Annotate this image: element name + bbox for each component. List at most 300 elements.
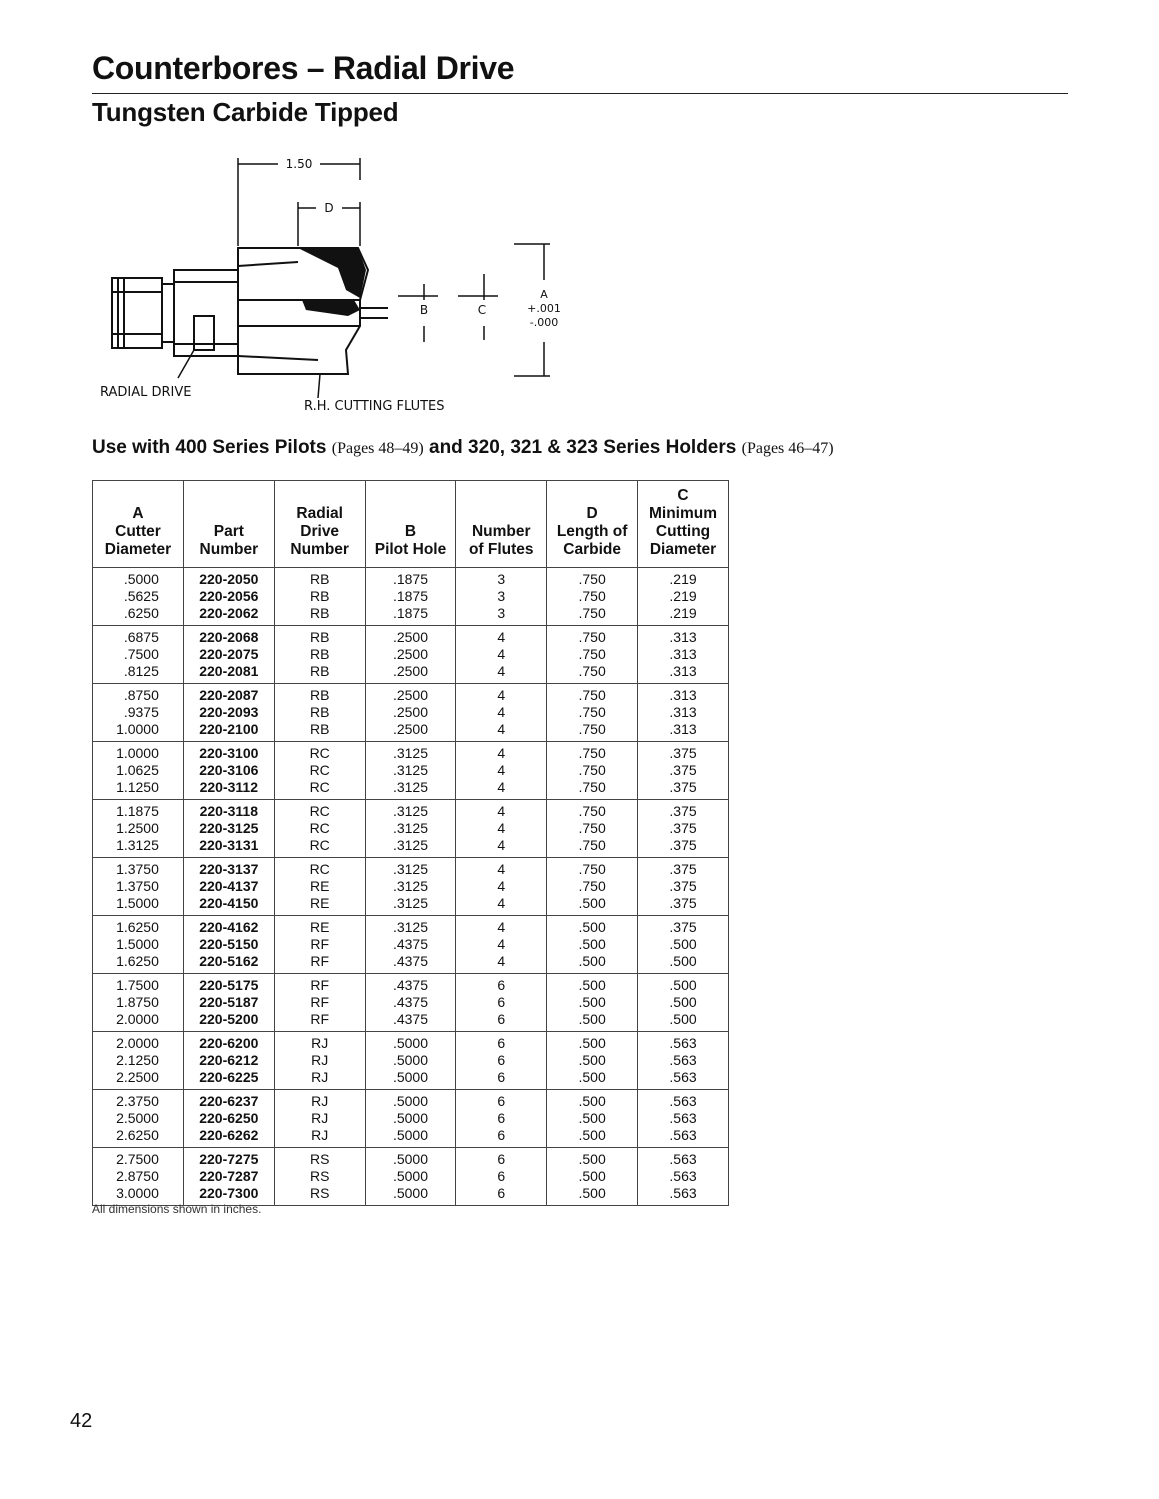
part-number-value: 220-3118 <box>199 803 259 819</box>
number-of-flutes-value: 6 <box>497 977 506 993</box>
number-of-flutes-value: 4 <box>497 687 506 703</box>
min-cutting-diameter-value: .563 <box>669 1185 697 1201</box>
cutter-diameter-value: 2.6250 <box>116 1127 159 1143</box>
min-cutting-diameter-value: .563 <box>669 1151 697 1167</box>
cell-min-cutting-diameter <box>638 684 729 742</box>
table-row-group <box>93 684 729 742</box>
cutter-diameter-value: 2.2500 <box>116 1069 159 1085</box>
carbide-length-value: .500 <box>578 895 606 911</box>
carbide-length-value: .500 <box>578 953 606 969</box>
number-of-flutes-value: 4 <box>497 936 506 952</box>
radial-drive-number-value: RJ <box>311 1110 329 1126</box>
carbide-length-value: .500 <box>578 936 606 952</box>
radial-drive-number-value: RB <box>309 571 330 587</box>
header-line: C <box>677 487 689 504</box>
part-number-value: 220-4162 <box>199 919 259 935</box>
number-of-flutes-value: 6 <box>497 1168 506 1184</box>
radial-drive-number-value: RF <box>310 977 330 993</box>
min-cutting-diameter-value: .375 <box>669 895 697 911</box>
cell-part-number <box>183 1090 274 1148</box>
number-of-flutes-value: 4 <box>497 803 506 819</box>
min-cutting-diameter-value: .375 <box>669 919 697 935</box>
part-number-value: 220-7275 <box>199 1151 259 1167</box>
carbide-length-value: .750 <box>578 687 606 703</box>
cell-number-of-flutes <box>456 684 547 742</box>
part-number-value: 220-6200 <box>199 1035 259 1051</box>
label-cutting-flutes: R.H. CUTTING FLUTES <box>304 399 445 414</box>
min-cutting-diameter-value: .563 <box>669 1069 697 1085</box>
part-number-value: 220-5187 <box>199 994 259 1010</box>
cell-radial-drive-number <box>274 916 365 974</box>
cell-cutter-diameter <box>93 626 184 684</box>
cell-pilot-hole <box>365 974 456 1032</box>
part-number-value: 220-7300 <box>199 1185 259 1201</box>
pilot-hole-value: .5000 <box>392 1151 428 1167</box>
cell-pilot-hole <box>365 858 456 916</box>
pilot-hole-value: .4375 <box>392 994 428 1010</box>
usage-note <box>92 437 834 459</box>
min-cutting-diameter-value: .563 <box>669 1052 697 1068</box>
min-cutting-diameter-value: .313 <box>669 704 697 720</box>
min-cutting-diameter-value: .375 <box>669 878 697 894</box>
table-row-group <box>93 742 729 800</box>
cutter-diameter-value: 1.0625 <box>116 762 159 778</box>
cell-cutter-diameter <box>93 800 184 858</box>
number-of-flutes-value: 4 <box>497 663 506 679</box>
header-radial-drive-number <box>274 481 365 568</box>
cell-carbide-length <box>547 626 638 684</box>
carbide-length-value: .750 <box>578 721 606 737</box>
cutter-diameter-value: 1.3125 <box>116 837 159 853</box>
cell-pilot-hole <box>365 568 456 626</box>
radial-drive-number-value: RB <box>309 687 330 703</box>
number-of-flutes-value: 4 <box>497 721 506 737</box>
cutter-diameter-value: 1.6250 <box>116 953 159 969</box>
number-of-flutes-value: 4 <box>497 919 506 935</box>
header-pilot-hole <box>365 481 456 568</box>
min-cutting-diameter-value: .500 <box>669 936 697 952</box>
pilot-hole-value: .3125 <box>392 779 428 795</box>
cell-cutter-diameter <box>93 1090 184 1148</box>
table-row-group <box>93 974 729 1032</box>
pilot-hole-value: .5000 <box>392 1052 428 1068</box>
carbide-length-value: .750 <box>578 605 606 621</box>
carbide-length-value: .750 <box>578 704 606 720</box>
cutter-diameter-value: .7500 <box>123 646 159 662</box>
part-number-value: 220-2056 <box>199 588 259 604</box>
carbide-length-value: .500 <box>578 1151 606 1167</box>
header-line: Length of <box>556 523 628 540</box>
part-number-value: 220-6237 <box>199 1093 259 1109</box>
cell-carbide-length <box>547 1032 638 1090</box>
cutter-diameter-value: 2.8750 <box>116 1168 159 1184</box>
cutter-diameter-value: 1.0000 <box>116 745 159 761</box>
number-of-flutes-value: 4 <box>497 837 506 853</box>
part-number-value: 220-3137 <box>199 861 259 877</box>
number-of-flutes-value: 6 <box>497 1110 506 1126</box>
number-of-flutes-value: 6 <box>497 1093 506 1109</box>
cell-radial-drive-number <box>274 568 365 626</box>
pilot-hole-value: .2500 <box>392 629 428 645</box>
cell-carbide-length <box>547 684 638 742</box>
cutter-diameter-value: .9375 <box>123 704 159 720</box>
cutter-diameter-value: 1.6250 <box>116 919 159 935</box>
cell-pilot-hole <box>365 916 456 974</box>
pilot-hole-value: .3125 <box>392 762 428 778</box>
number-of-flutes-value: 4 <box>497 878 506 894</box>
header-line: Number <box>471 523 531 540</box>
cutter-diameter-value: 1.5000 <box>116 895 159 911</box>
part-number-value: 220-7287 <box>199 1168 259 1184</box>
cell-part-number <box>183 742 274 800</box>
header-line: B <box>404 523 417 540</box>
cutter-diameter-value: 1.1250 <box>116 779 159 795</box>
cell-number-of-flutes <box>456 1148 547 1206</box>
header-line: D <box>586 505 598 522</box>
cell-part-number <box>183 916 274 974</box>
min-cutting-diameter-value: .563 <box>669 1110 697 1126</box>
header-line: Number <box>199 541 259 558</box>
usage-pilots: Use with 400 Series Pilots <box>92 437 327 458</box>
cell-part-number <box>183 626 274 684</box>
number-of-flutes-value: 4 <box>497 895 506 911</box>
cell-carbide-length <box>547 568 638 626</box>
part-number-value: 220-2050 <box>199 571 259 587</box>
radial-drive-number-value: RS <box>309 1168 330 1184</box>
pilot-hole-value: .3125 <box>392 803 428 819</box>
pilot-hole-value: .5000 <box>392 1127 428 1143</box>
pilot-hole-value: .3125 <box>392 895 428 911</box>
radial-drive-number-value: RE <box>309 878 330 894</box>
cell-radial-drive-number <box>274 1148 365 1206</box>
dim-d-label: D <box>324 201 334 215</box>
min-cutting-diameter-value: .500 <box>669 953 697 969</box>
carbide-length-value: .500 <box>578 994 606 1010</box>
number-of-flutes-value: 4 <box>497 861 506 877</box>
pilot-hole-value: .5000 <box>392 1069 428 1085</box>
number-of-flutes-value: 4 <box>497 646 506 662</box>
cell-number-of-flutes <box>456 742 547 800</box>
radial-drive-number-value: RS <box>309 1151 330 1167</box>
cell-cutter-diameter <box>93 974 184 1032</box>
cell-radial-drive-number <box>274 626 365 684</box>
min-cutting-diameter-value: .563 <box>669 1093 697 1109</box>
cutter-diameter-value: 1.1875 <box>116 803 159 819</box>
min-cutting-diameter-value: .375 <box>669 820 697 836</box>
table-row-group <box>93 1090 729 1148</box>
cell-min-cutting-diameter <box>638 974 729 1032</box>
min-cutting-diameter-value: .375 <box>669 779 697 795</box>
min-cutting-diameter-value: .375 <box>669 762 697 778</box>
cutter-diameter-value: 1.5000 <box>116 936 159 952</box>
number-of-flutes-value: 6 <box>497 1011 506 1027</box>
pilot-hole-value: .3125 <box>392 861 428 877</box>
carbide-length-value: .750 <box>578 762 606 778</box>
page-subtitle: Tungsten Carbide Tipped <box>92 97 399 127</box>
carbide-length-value: .500 <box>578 1185 606 1201</box>
number-of-flutes-value: 6 <box>497 1035 506 1051</box>
cell-cutter-diameter <box>93 684 184 742</box>
pilot-hole-value: .2500 <box>392 646 428 662</box>
pilot-hole-value: .4375 <box>392 953 428 969</box>
min-cutting-diameter-value: .375 <box>669 861 697 877</box>
radial-drive-number-value: RF <box>310 936 330 952</box>
min-cutting-diameter-value: .313 <box>669 646 697 662</box>
part-number-value: 220-2087 <box>199 687 259 703</box>
cell-part-number <box>183 858 274 916</box>
number-of-flutes-value: 4 <box>497 629 506 645</box>
radial-drive-number-value: RC <box>309 762 330 778</box>
min-cutting-diameter-value: .313 <box>669 721 697 737</box>
cell-min-cutting-diameter <box>638 916 729 974</box>
radial-drive-number-value: RC <box>309 861 330 877</box>
carbide-length-value: .750 <box>578 588 606 604</box>
cell-min-cutting-diameter <box>638 1090 729 1148</box>
table-header-row <box>93 481 729 568</box>
number-of-flutes-value: 4 <box>497 704 506 720</box>
number-of-flutes-value: 6 <box>497 1052 506 1068</box>
cutter-diameter-value: .6250 <box>123 605 159 621</box>
cutter-diameter-value: 3.0000 <box>116 1185 159 1201</box>
carbide-length-value: .500 <box>578 1069 606 1085</box>
cell-number-of-flutes <box>456 626 547 684</box>
carbide-length-value: .500 <box>578 977 606 993</box>
number-of-flutes-value: 6 <box>497 1151 506 1167</box>
pilot-hole-value: .5000 <box>392 1168 428 1184</box>
min-cutting-diameter-value: .500 <box>669 1011 697 1027</box>
min-cutting-diameter-value: .563 <box>669 1035 697 1051</box>
cell-part-number <box>183 684 274 742</box>
radial-drive-number-value: RB <box>309 646 330 662</box>
number-of-flutes-value: 4 <box>497 820 506 836</box>
min-cutting-diameter-value: .500 <box>669 994 697 1010</box>
dim-a-label: A <box>540 288 548 301</box>
cutter-diameter-value: .5625 <box>123 588 159 604</box>
cell-pilot-hole <box>365 1032 456 1090</box>
carbide-length-value: .500 <box>578 1110 606 1126</box>
part-number-value: 220-2081 <box>199 663 259 679</box>
cell-carbide-length <box>547 1090 638 1148</box>
title-rule <box>92 93 1068 94</box>
pilot-hole-value: .5000 <box>392 1185 428 1201</box>
cell-part-number <box>183 1032 274 1090</box>
part-number-value: 220-3106 <box>199 762 259 778</box>
radial-drive-number-value: RC <box>309 745 330 761</box>
number-of-flutes-value: 4 <box>497 953 506 969</box>
cell-carbide-length <box>547 974 638 1032</box>
radial-drive-number-value: RJ <box>311 1035 329 1051</box>
carbide-length-value: .750 <box>578 629 606 645</box>
cell-number-of-flutes <box>456 974 547 1032</box>
carbide-tip-lower <box>302 300 360 316</box>
min-cutting-diameter-value: .219 <box>669 605 697 621</box>
cutter-diameter-value: 1.2500 <box>116 820 159 836</box>
dim-c-label: C <box>477 303 487 317</box>
radial-drive-number-value: RF <box>310 1011 330 1027</box>
number-of-flutes-value: 6 <box>497 1127 506 1143</box>
header-carbide-length <box>547 481 638 568</box>
radial-drive-number-value: RB <box>309 721 330 737</box>
carbide-length-value: .750 <box>578 837 606 853</box>
cell-pilot-hole <box>365 1148 456 1206</box>
min-cutting-diameter-value: .563 <box>669 1168 697 1184</box>
part-number-value: 220-3100 <box>199 745 259 761</box>
cutter-diameter-value: 2.1250 <box>116 1052 159 1068</box>
dim-a-tol-minus: -.000 <box>529 316 559 329</box>
carbide-length-value: .500 <box>578 1011 606 1027</box>
radial-drive-number-value: RB <box>309 588 330 604</box>
header-line: Carbide <box>563 541 621 558</box>
table-row-group <box>93 1032 729 1090</box>
carbide-length-value: .750 <box>578 820 606 836</box>
min-cutting-diameter-value: .219 <box>669 571 697 587</box>
page-number: 42 <box>70 1410 93 1432</box>
header-line: A <box>132 505 144 522</box>
part-number-value: 220-6212 <box>199 1052 259 1068</box>
carbide-length-value: .750 <box>578 861 606 877</box>
carbide-tip-upper <box>298 248 366 298</box>
number-of-flutes-value: 3 <box>497 571 506 587</box>
radial-drive-number-value: RJ <box>311 1127 329 1143</box>
cell-min-cutting-diameter <box>638 742 729 800</box>
part-number-value: 220-6250 <box>199 1110 259 1126</box>
header-min-cutting-diameter <box>638 481 729 568</box>
radial-drive-number-value: RF <box>310 953 330 969</box>
part-number-value: 220-5200 <box>199 1011 259 1027</box>
header-line: Radial <box>296 505 343 522</box>
radial-drive-number-value: RE <box>309 919 330 935</box>
pilot-hole-value: .3125 <box>392 745 428 761</box>
pilot-hole-value: .1875 <box>392 571 428 587</box>
cell-number-of-flutes <box>456 568 547 626</box>
pilot-hole-value: .1875 <box>392 605 428 621</box>
carbide-length-value: .500 <box>578 1093 606 1109</box>
table-row-group <box>93 858 729 916</box>
min-cutting-diameter-value: .313 <box>669 629 697 645</box>
cell-radial-drive-number <box>274 974 365 1032</box>
cutter-diameter-value: .8125 <box>123 663 159 679</box>
number-of-flutes-value: 6 <box>497 994 506 1010</box>
number-of-flutes-value: 6 <box>497 1185 506 1201</box>
cutter-diameter-value: 1.3750 <box>116 878 159 894</box>
radial-drive-number-value: RE <box>309 895 330 911</box>
cell-min-cutting-diameter <box>638 1032 729 1090</box>
pilot-hole-value: .3125 <box>392 820 428 836</box>
footnote: All dimensions shown in inches. <box>92 1202 262 1216</box>
number-of-flutes-value: 3 <box>497 605 506 621</box>
cutter-diameter-value: 2.7500 <box>116 1151 159 1167</box>
table-row-group <box>93 626 729 684</box>
cutter-diameter-value: 2.3750 <box>116 1093 159 1109</box>
header-line: Number <box>290 541 349 558</box>
dim-b-label: B <box>419 303 429 317</box>
header-line: Pilot Hole <box>374 541 447 558</box>
counterbore-spec-table <box>92 480 729 1206</box>
cell-min-cutting-diameter <box>638 858 729 916</box>
radial-drive-number-value: RB <box>309 605 330 621</box>
cell-pilot-hole <box>365 626 456 684</box>
pilot-hole-value: .3125 <box>392 878 428 894</box>
cutter-diameter-value: 2.0000 <box>116 1011 159 1027</box>
radial-drive-number-value: RC <box>309 779 330 795</box>
radial-drive-number-value: RB <box>309 629 330 645</box>
carbide-length-value: .500 <box>578 1052 606 1068</box>
page-title: Counterbores – Radial Drive <box>92 50 515 86</box>
cell-pilot-hole <box>365 684 456 742</box>
pilot-hole-value: .2500 <box>392 721 428 737</box>
cutter-diameter-value: 1.0000 <box>116 721 159 737</box>
pilot-hole-value: .4375 <box>392 977 428 993</box>
cell-pilot-hole <box>365 1090 456 1148</box>
carbide-length-value: .500 <box>578 1035 606 1051</box>
cell-radial-drive-number <box>274 1032 365 1090</box>
part-number-value: 220-2062 <box>199 605 259 621</box>
table-row-group <box>93 568 729 626</box>
carbide-length-value: .500 <box>578 1168 606 1184</box>
pilot-hole-value: .1875 <box>392 588 428 604</box>
carbide-length-value: .750 <box>578 878 606 894</box>
part-number-value: 220-5150 <box>199 936 259 952</box>
pilot-hole-value: .5000 <box>392 1093 428 1109</box>
header-line: Part <box>213 523 244 540</box>
header-number-of-flutes <box>456 481 547 568</box>
part-number-value: 220-5175 <box>199 977 259 993</box>
radial-drive-number-value: RC <box>309 837 330 853</box>
min-cutting-diameter-value: .500 <box>669 977 697 993</box>
cell-carbide-length <box>547 800 638 858</box>
carbide-length-value: .750 <box>578 803 606 819</box>
carbide-length-value: .750 <box>578 646 606 662</box>
cell-radial-drive-number <box>274 858 365 916</box>
cell-part-number <box>183 1148 274 1206</box>
cell-carbide-length <box>547 1148 638 1206</box>
pilot-hole-value: .5000 <box>392 1110 428 1126</box>
cell-min-cutting-diameter <box>638 626 729 684</box>
part-number-value: 220-3112 <box>199 779 259 795</box>
part-number-value: 220-2100 <box>199 721 259 737</box>
label-radial-drive: RADIAL DRIVE <box>100 385 192 400</box>
cutter-diameter-value: .6875 <box>123 629 159 645</box>
number-of-flutes-value: 6 <box>497 1069 506 1085</box>
part-number-value: 220-4150 <box>199 895 259 911</box>
cell-cutter-diameter <box>93 742 184 800</box>
table-body <box>93 568 729 1206</box>
cell-min-cutting-diameter <box>638 800 729 858</box>
carbide-length-value: .750 <box>578 663 606 679</box>
cell-min-cutting-diameter <box>638 1148 729 1206</box>
min-cutting-diameter-value: .219 <box>669 588 697 604</box>
cell-carbide-length <box>547 858 638 916</box>
pilot-hole-value: .4375 <box>392 936 428 952</box>
number-of-flutes-value: 4 <box>497 745 506 761</box>
header-line: Cutter <box>115 523 161 540</box>
cutter-diameter-value: 2.0000 <box>116 1035 159 1051</box>
radial-drive-number-value: RF <box>310 994 330 1010</box>
usage-holders: and 320, 321 & 323 Series Holders <box>429 437 737 458</box>
cell-number-of-flutes <box>456 1090 547 1148</box>
cell-number-of-flutes <box>456 858 547 916</box>
carbide-length-value: .500 <box>578 919 606 935</box>
cell-cutter-diameter <box>93 568 184 626</box>
pilot-hole-value: .3125 <box>392 919 428 935</box>
radial-drive-number-value: RB <box>309 663 330 679</box>
cell-carbide-length <box>547 742 638 800</box>
cell-carbide-length <box>547 916 638 974</box>
part-number-value: 220-3125 <box>199 820 259 836</box>
pilot-hole-value: .2500 <box>392 663 428 679</box>
part-number-value: 220-2093 <box>199 704 259 720</box>
radial-drive-number-value: RC <box>309 803 330 819</box>
